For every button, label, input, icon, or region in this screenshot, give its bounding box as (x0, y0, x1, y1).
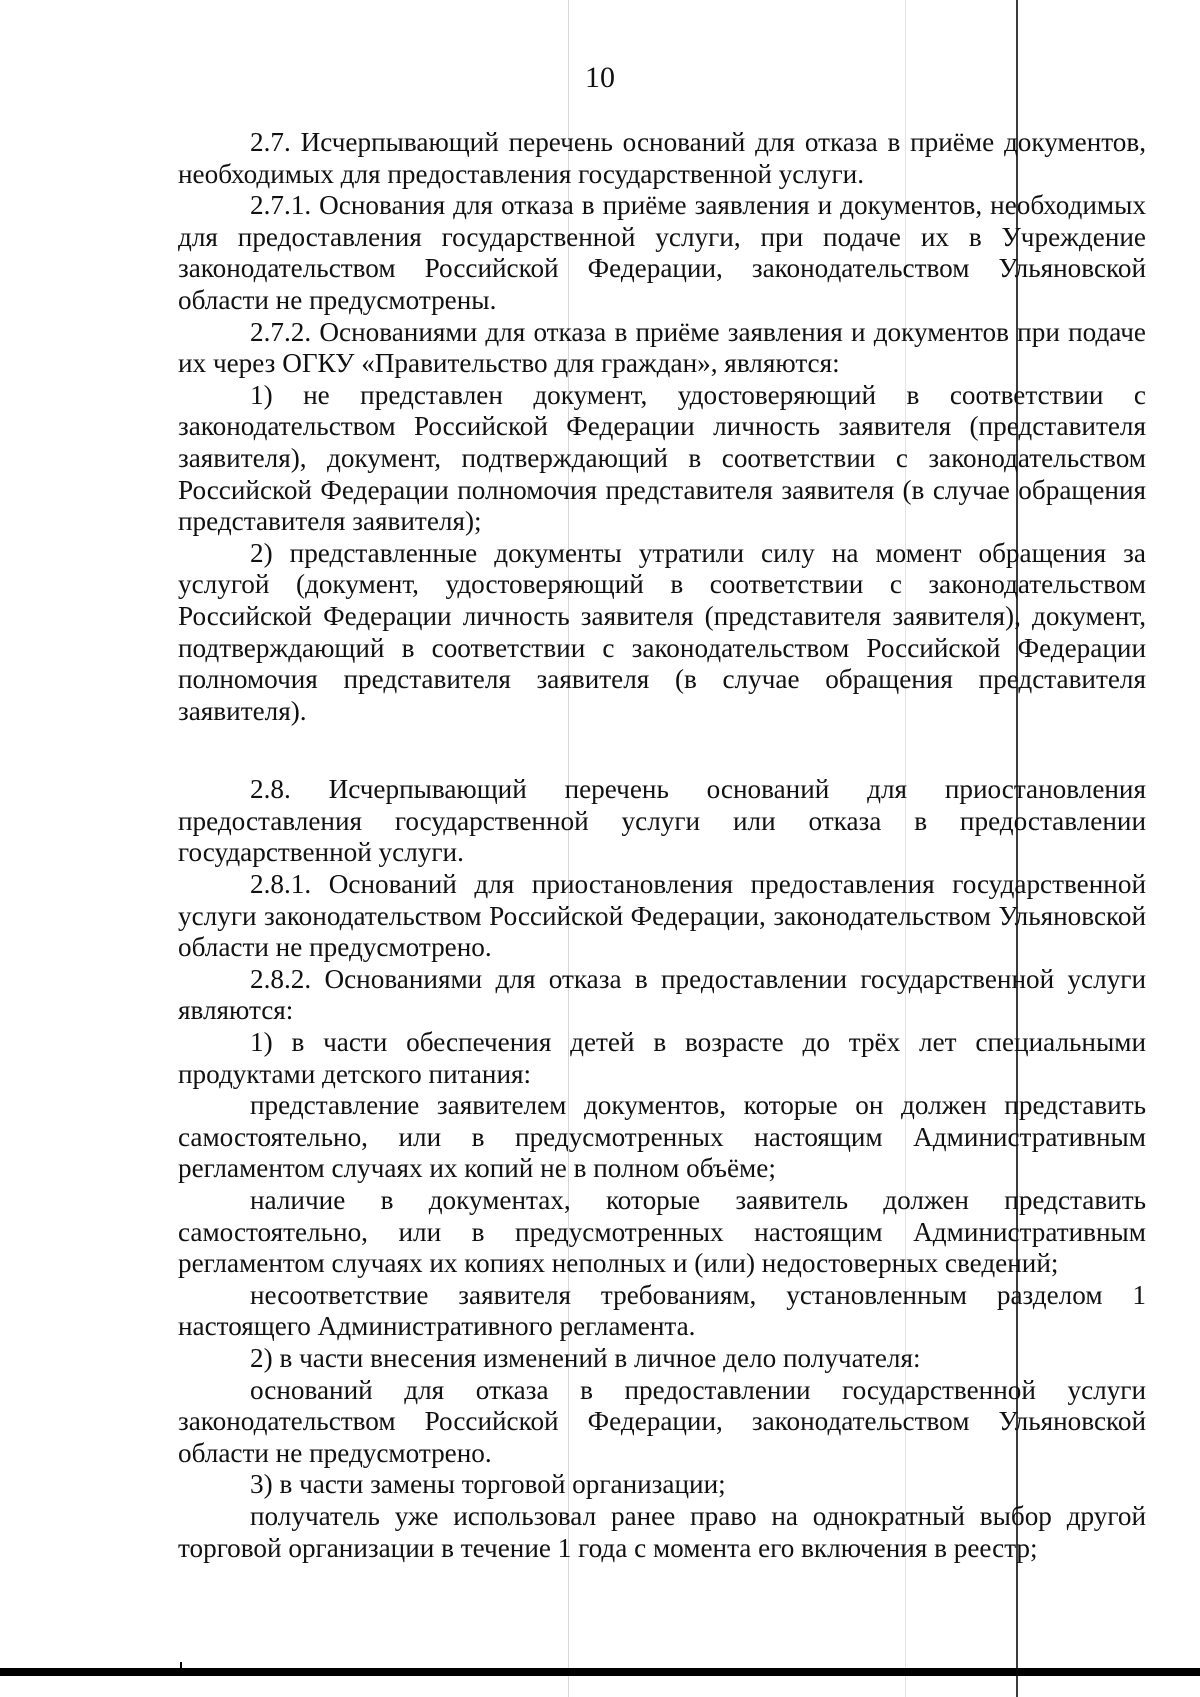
paragraph-2-8-1: 2.8.1. Оснований для приостановления предоставления государственной услуги законодательством Российской Федерации, законодательством Ульяновской области не предусмотрено. (178, 869, 1146, 963)
document-body (178, 127, 1146, 1564)
section-gap (178, 727, 1146, 774)
paragraph-2-7-1: 2.7.1. Основания для отказа в приёме заявления и документов, необходимых для предоставления государственной услуги, при подаче их в Учреждение законодательством Российской Федерации, законодательством Ульяновской области не предусмотрены. (178, 190, 1146, 315)
page-number: 10 (585, 61, 615, 94)
sub-item-unreliable-info: наличие в документах, которые заявитель должен представить самостоятельно, или в предусмотренных настоящим Административным регламентом случаях их копиях неполных и (или) недостоверных сведений; (178, 1185, 1146, 1279)
sub-item-incomplete-documents: представление заявителем документов, которые он должен представить самостоятельно, или в предусмотренных настоящим Административным регламентом случаях их копий не в полном объёме; (178, 1090, 1146, 1184)
list-item-2-8-2-2: 2) в части внесения изменений в личное дело получателя: (250, 1342, 921, 1373)
section-2-7-heading: 2.7. Исчерпывающий перечень оснований для отказа в приёме документов, необходимых для предоставления государственной услуги. (178, 127, 1146, 189)
list-item-2-7-2-2: 2) представленные документы утратили силу на момент обращения за услугой (документ, удостоверяющий в соответствии с законодательством Российской Федерации личность заявителя (представителя заявителя), документ, подтверждающий в соответствии с законодательством Российской Федерации полномочия представителя заявителя (в случае обращения представителя заявителя). (178, 537, 1146, 726)
list-item-2-8-2-1: 1) в части обеспечения детей в возрасте до трёх лет специальными продуктами детского питания: (178, 1027, 1146, 1089)
sub-item-nonconformity: несоответствие заявителя требованиям, установленным разделом 1 настоящего Административного регламента. (178, 1279, 1146, 1342)
list-item-2-8-2-3: 3) в части замены торговой организации; (250, 1469, 726, 1500)
sub-item-already-used-right: получатель уже использовал ранее право на однократный выбор другой торговой организации в течение 1 года с момента его включения в реестр; (178, 1500, 1146, 1563)
list-item-2-7-2-1: 1) не представлен документ, удостоверяющий в соответствии с законодательством Российской Федерации личность заявителя (представителя заявителя), документ, подтверждающий в соответствии с законодательством Российской Федерации полномочия представителя заявителя (в случае обращения представителя заявителя); (178, 379, 1146, 537)
sub-item-no-grounds: оснований для отказа в предоставлении государственной услуги законодательством Российской Федерации, законодательством Ульяновской области не предусмотрено. (178, 1374, 1146, 1468)
paragraph-2-7-2: 2.7.2. Основаниями для отказа в приёме заявления и документов при подаче их через ОГКУ «Правительство для граждан», являются: (178, 316, 1146, 379)
paragraph-2-8-2: 2.8.2. Основаниями для отказа в предоставлении государственной услуги являются: (178, 963, 1146, 1026)
section-2-8-heading: 2.8. Исчерпывающий перечень оснований для приостановления предоставления государственной услуги или отказа в предоставлении государственной услуги. (178, 774, 1146, 868)
scan-artifact-bottom-border (0, 1668, 1200, 1676)
